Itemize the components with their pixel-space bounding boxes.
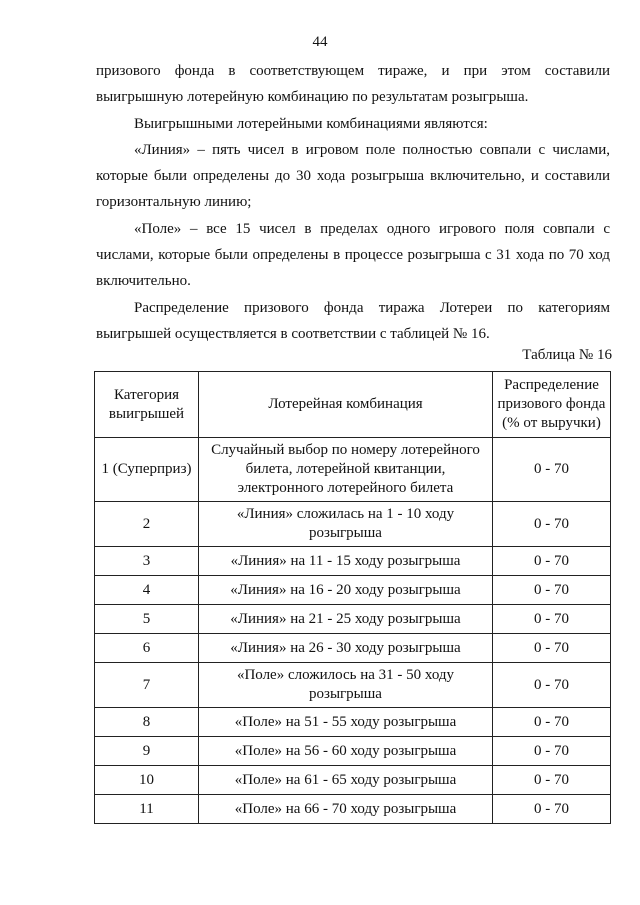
cell-combination: «Поле» на 56 - 60 ходу розыгрыша <box>199 737 493 766</box>
cell-category: 9 <box>95 737 199 766</box>
cell-distribution: 0 - 70 <box>493 576 611 605</box>
cell-category: 4 <box>95 576 199 605</box>
table-row <box>95 766 611 795</box>
cell-category: 11 <box>95 795 199 824</box>
table-row <box>95 547 611 576</box>
paragraph-text: Выигрышными лотерейными комбинациями являются: <box>134 116 488 132</box>
cell-category: 3 <box>95 547 199 576</box>
cell-combination: «Линия» на 16 - 20 ходу розыгрыша <box>199 576 493 605</box>
cell-distribution: 0 - 70 <box>493 766 611 795</box>
cell-combination: «Поле» на 61 - 65 ходу розыгрыша <box>199 766 493 795</box>
table-row <box>95 737 611 766</box>
table-row <box>95 634 611 663</box>
cell-category: 2 <box>95 502 199 547</box>
paragraph-text: «Линия» – пять чисел в игровом поле полностью совпали с числами, которые были определены до 30 хода розыгрыша включительно, и составили горизонтальную линию; <box>96 142 610 210</box>
cell-category: 8 <box>95 708 199 737</box>
cell-category: 10 <box>95 766 199 795</box>
cell-combination: «Линия» на 21 - 25 ходу розыгрыша <box>199 605 493 634</box>
cell-distribution: 0 - 70 <box>493 737 611 766</box>
cell-combination: «Поле» на 66 - 70 ходу розыгрыша <box>199 795 493 824</box>
cell-combination: «Линия» на 11 - 15 ходу розыгрыша <box>199 547 493 576</box>
paragraph-text: Распределение призового фонда тиража Лотереи по категориям выигрышей осуществляется в соответствии с таблицей № 16. <box>96 300 610 342</box>
cell-distribution: 0 - 70 <box>493 605 611 634</box>
paragraph-intro <box>96 111 610 137</box>
paragraph-text: призового фонда в соответствующем тираже, и при этом составили выигрышную лотерейную комбинацию по результатам розыгрыша. <box>96 63 610 105</box>
cell-category: 1 (Суперприз) <box>95 438 199 502</box>
cell-category: 5 <box>95 605 199 634</box>
header-distribution: Распределение призового фонда (% от выручки) <box>493 372 611 438</box>
cell-combination: «Линия» на 26 - 30 ходу розыгрыша <box>199 634 493 663</box>
paragraph-continuation <box>96 58 610 110</box>
table-caption: Таблица № 16 <box>522 347 612 363</box>
header-category: Категория выигрышей <box>95 372 199 438</box>
cell-combination: Случайный выбор по номеру лотерейного билета, лотерейной квитанции, электронного лотерейного билета <box>199 438 493 502</box>
header-combination: Лотерейная комбинация <box>199 372 493 438</box>
cell-category: 7 <box>95 663 199 708</box>
cell-distribution: 0 - 70 <box>493 547 611 576</box>
cell-distribution: 0 - 70 <box>493 502 611 547</box>
cell-combination: «Поле» сложилось на 31 - 50 ходу розыгрыша <box>199 663 493 708</box>
paragraph-field-definition <box>96 216 610 294</box>
cell-combination: «Поле» на 51 - 55 ходу розыгрыша <box>199 708 493 737</box>
table-row <box>95 576 611 605</box>
page-number: 44 <box>312 34 328 50</box>
table-row <box>95 605 611 634</box>
paragraph-line-definition <box>96 137 610 215</box>
prize-distribution-table <box>94 371 611 824</box>
table-row <box>95 502 611 547</box>
paragraph-distribution <box>96 295 610 347</box>
table-row <box>95 438 611 502</box>
table-row <box>95 795 611 824</box>
cell-distribution: 0 - 70 <box>493 708 611 737</box>
cell-combination: «Линия» сложилась на 1 - 10 ходу розыгрыша <box>199 502 493 547</box>
table-header-row <box>95 372 611 438</box>
table-row <box>95 708 611 737</box>
cell-distribution: 0 - 70 <box>493 634 611 663</box>
cell-distribution: 0 - 70 <box>493 438 611 502</box>
cell-category: 6 <box>95 634 199 663</box>
cell-distribution: 0 - 70 <box>493 795 611 824</box>
paragraph-text: «Поле» – все 15 чисел в пределах одного игрового поля совпали с числами, которые были определены в процессе розыгрыша с 31 хода по 70 ход включительно. <box>96 221 610 289</box>
cell-distribution: 0 - 70 <box>493 663 611 708</box>
table-row <box>95 663 611 708</box>
